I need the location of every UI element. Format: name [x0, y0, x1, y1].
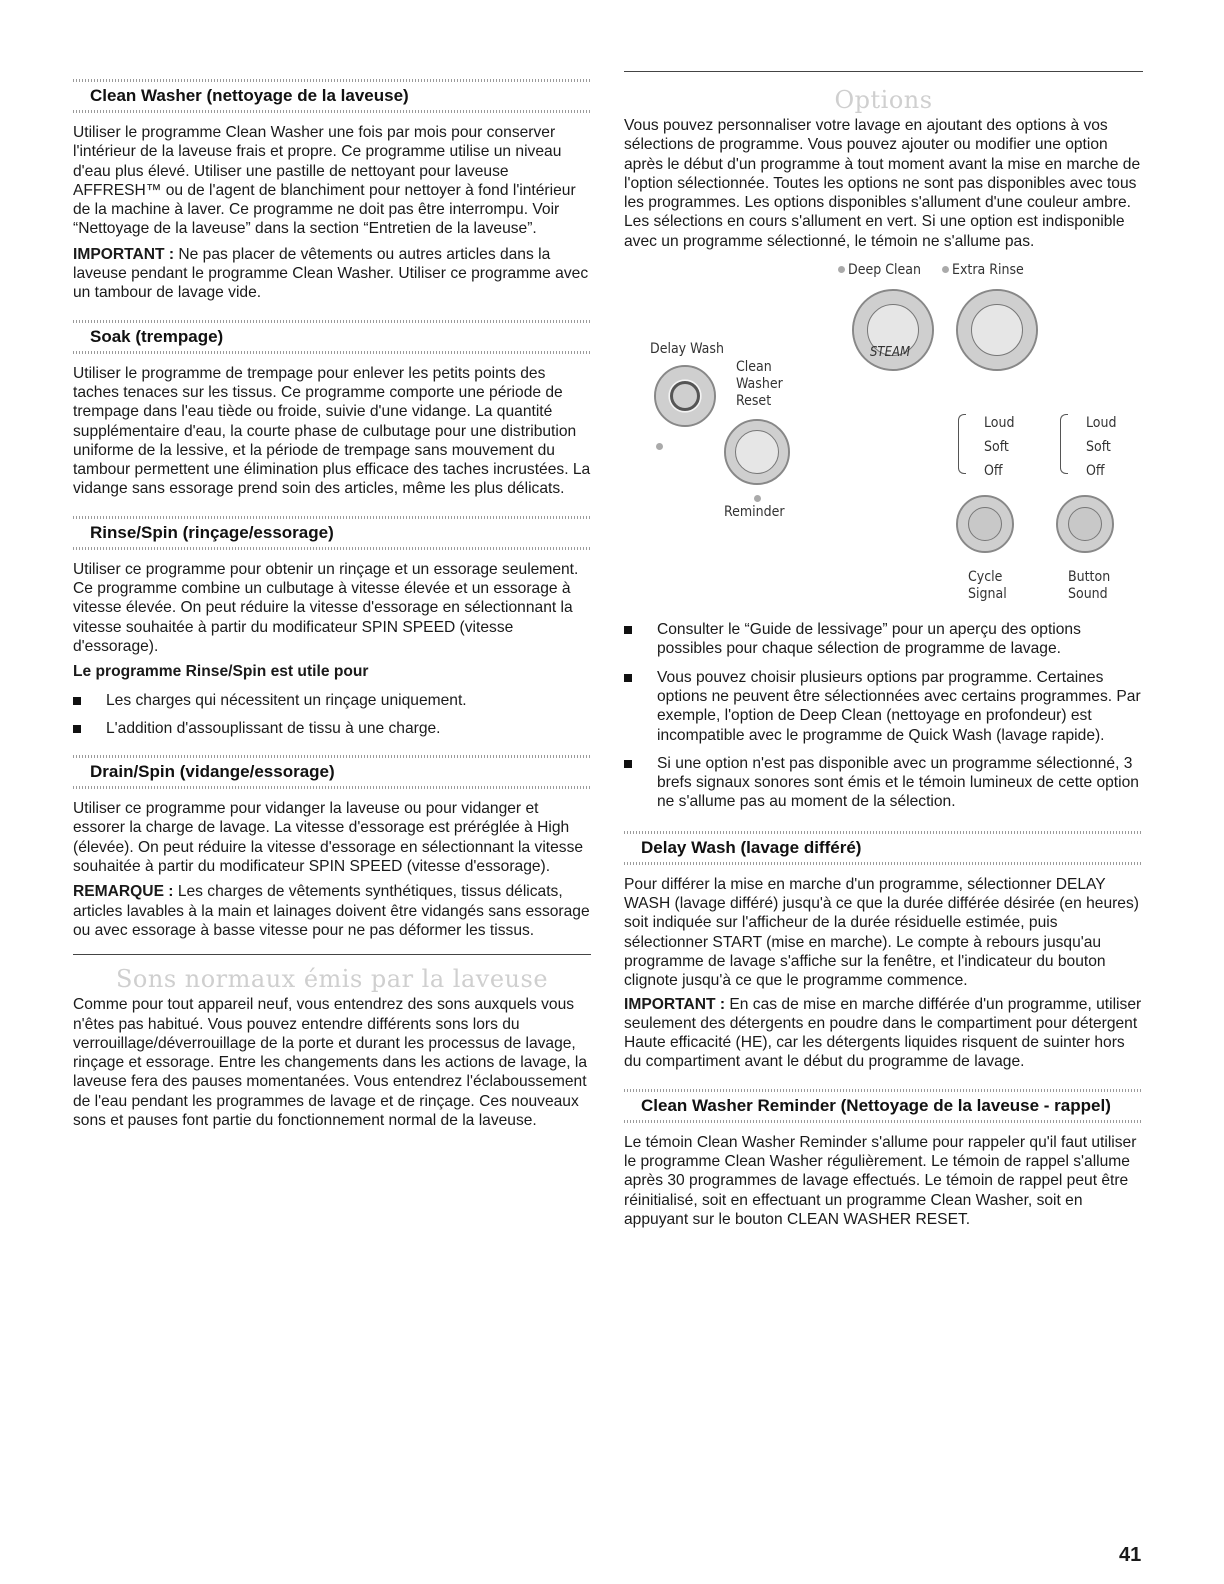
important-label: IMPORTANT :: [624, 995, 726, 1013]
section-clean-washer-reminder: [624, 1084, 1143, 1229]
important-text: Ne pas placer de vêtements ou autres articles dans la laveuse pendant le programme Clean Washer. Utiliser ce programme avec un tambour de lavage vide.: [73, 245, 589, 302]
paragraph: Utiliser ce programme pour obtenir un rinçage et un essorage seulement. Ce programme combine un culbutage à vitesse élevée et un essorage à vitesse élevée. On peut réduire la vitesse d'essorage en sélectionnant la vitesse souhaitée à partir du modificateur SPIN SPEED (vitesse d'essorage).: [73, 560, 579, 655]
button-label: Button: [1068, 569, 1111, 586]
section-title: Sons normaux émis par la laveuse: [115, 965, 549, 994]
button-loud-label: Loud: [1086, 415, 1117, 432]
important-label: IMPORTANT :: [73, 245, 175, 263]
bullet-list: [73, 691, 591, 739]
paragraph: Comme pour tout appareil neuf, vous entendrez des sons auxquels vous n'êtes pas habitué. Vous pouvez entendre différents sons lors du verrouillage/déverrouillage de la porte et durant les processus de lavage, rinçage et essorage. Entre les changements dans les actions de lavage, la laveuse fera des pauses momentanées. Vous entendrez l'éclaboussement de l'eau pendant les programmes de lavage et de rinçage. Ces nouveaux sons et pauses font partie du fonctionnement normal de la laveuse.: [73, 996, 588, 1129]
bracket: [1060, 414, 1068, 474]
divider: [73, 351, 591, 354]
delay-wash-label: Delay Wash: [650, 341, 724, 358]
divider: [73, 547, 591, 550]
divider: [624, 71, 1143, 72]
bracket: [958, 414, 966, 474]
section-title: Delay Wash (lavage différé): [641, 837, 862, 857]
section-title: Clean Washer Reminder (Nettoyage de la laveuse - rappel): [641, 1095, 1111, 1115]
right-column: [624, 0, 1143, 1229]
list-item: Vous pouvez choisir plusieurs options par programme. Certaines options ne peuvent être sélectionnées avec certains programmes. Par exemple, l'option de Deep Clean (nettoyage en profondeur) est incompatible avec le programme de Quick Wash (lavage rapide).: [624, 668, 1143, 745]
subheading: Le programme Rinse/Spin est utile pour: [73, 663, 369, 681]
paragraph: Utiliser le programme Clean Washer une fois par mois pour conserver l'intérieur de la laveuse frais et propre. Ce programme utilise un niveau d'eau plus élevé. Utiliser une pastille de nettoyant pour laveuse AFFRESH™ ou de l'agent de blanchiment pour nettoyer à fond l'intérieur de la machine à laver. Ce programme ne doit pas être interrompu. Voir “Nettoyage de la laveuse” dans la section “Entretien de la laveuse”.: [73, 124, 576, 238]
section-title: Soak (trempage): [90, 326, 224, 346]
important-note: [73, 245, 591, 303]
divider: [624, 862, 1143, 865]
indicator-icon: [656, 443, 663, 450]
section-title: Options: [834, 86, 933, 114]
list-item: L'addition d'assouplissant de tissu à une charge.: [73, 719, 591, 738]
divider: [73, 110, 591, 113]
section-title: Clean Washer (nettoyage de la laveuse): [90, 86, 409, 105]
button-off-label: Off: [1086, 463, 1105, 480]
section-clean-washer: [73, 74, 591, 303]
divider: [73, 786, 591, 789]
paragraph: Utiliser le programme de trempage pour enlever les petits points des taches tenaces sur les tissus. Ce programme comporte une période de trempage dans l'eau tiède ou froide, suivie d'une vidange. La quantité supplémentaire d'eau, la courte phase de culbutage pour une distribution uniforme de la lessive, et la période de trempage sans mouvement du tambour permettent une élimination plus efficace des taches incrustées. La vidange sans essorage prend soin des articles, même les plus délicats.: [73, 364, 591, 498]
reminder-label: Reminder: [724, 504, 785, 521]
extra-rinse-button[interactable]: [956, 289, 1038, 371]
cycle-off-label: Off: [984, 463, 1003, 480]
indicator-icon: [838, 266, 845, 273]
extra-rinse-label: Extra Rinse: [952, 262, 1024, 279]
important-note: [624, 995, 1143, 1072]
sound-label: Sound: [1068, 586, 1108, 603]
remark-text: Les charges de vêtements synthétiques, tissus délicats, articles lavables à la main et lainages doivent être vidangés sans essorage ou avec essorage à basse vitesse pour ne pas déformer les tissus.: [73, 883, 590, 939]
section-soak: [73, 315, 591, 499]
paragraph: Vous pouvez personnaliser votre lavage en ajoutant des options à vos sélections de programme. Vous pouvez ajouter ou modifier une option après le début d'un programme à tout moment avant la mise en marche de l'option sélectionnée. Toutes les options ne sont pas disponibles avec tous les programmes. Les options disponibles s'allument d'une couleur ambre. Les sélections en cours s'allument en vert. Si une option est indisponible avec un programme sélectionné, le témoin ne s'allume pas.: [624, 117, 1141, 250]
cycle-label: Cycle: [968, 569, 1003, 586]
deep-clean-label: Deep Clean: [848, 262, 921, 279]
section-sounds: [73, 954, 591, 1130]
section-title: Drain/Spin (vidange/essorage): [90, 762, 335, 782]
section-rinse-spin: [73, 511, 591, 738]
reminder-indicator-icon: [754, 495, 761, 502]
cycle-soft-label: Soft: [984, 439, 1009, 456]
section-drain-spin: [73, 750, 591, 940]
left-column: [73, 0, 591, 1130]
section-delay-wash: [624, 826, 1143, 1072]
paragraph: Le témoin Clean Washer Reminder s'allume pour rappeler qu'il faut utiliser le programme Clean Washer régulièrement. Le témoin de rappel s'allume après 30 programmes de lavage effectués. Le témoin de rappel peut être réinitialisé, soit en effectuant un programme Clean Washer, soit en appuyant sur le bouton CLEAN WASHER RESET.: [624, 1133, 1137, 1228]
list-item: Si une option n'est pas disponible avec un programme sélectionné, 3 brefs signaux sonores sont émis et le témoin lumineux de cette option ne s'allume pas au moment de la sélection.: [624, 754, 1143, 812]
important-text: En cas de mise en marche différée d'un programme, utiliser seulement des détergents en poudre dans le compartiment pour détergent Haute efficacité (HE), car les détergents liquides risquent de suinter hors du compartiment avant le début du programme de lavage.: [624, 995, 1142, 1071]
signal-label: Signal: [968, 586, 1007, 603]
reset-label: Reset: [736, 393, 772, 410]
button-sound-button[interactable]: [1056, 495, 1114, 553]
divider: [73, 954, 591, 955]
list-item: Les charges qui nécessitent un rinçage uniquement.: [73, 691, 591, 710]
page-number: 41: [1119, 1544, 1142, 1566]
remark-note: [73, 882, 591, 940]
paragraph: Pour différer la mise en marche d'un programme, sélectionner DELAY WASH (lavage différé) jusqu'à ce que la durée différée désirée (en heures) soit indiquée sur l'afficheur de la durée résiduelle estimée, puis sélectionner START (mise en marche). Le compte à rebours jusqu'au programme de lavage s'affiche sur la fenêtre, et l'indicateur du bouton clignote jusqu'à ce que le programme commence.: [624, 875, 1139, 990]
steam-label: STEAM: [870, 345, 911, 361]
washer-label: Washer: [736, 376, 783, 393]
indicator-icon: [942, 266, 949, 273]
clean-label: Clean: [736, 359, 772, 376]
clean-washer-reset-button[interactable]: [654, 365, 716, 427]
cycle-signal-button[interactable]: [956, 495, 1014, 553]
remark-label: REMARQUE :: [73, 883, 174, 901]
control-panel-illustration: [624, 259, 1143, 619]
list-item: Consulter le “Guide de lessivage” pour un aperçu des options possibles pour chaque sélection de programme de lavage.: [624, 620, 1143, 659]
bullet-list: [624, 620, 1143, 812]
section-title: Rinse/Spin (rinçage/essorage): [90, 522, 334, 542]
cycle-loud-label: Loud: [984, 415, 1015, 432]
paragraph: Utiliser ce programme pour vidanger la laveuse ou pour vidanger et essorer la charge de lavage. La vitesse d'essorage est préréglée à High (élevée). On peut réduire la vitesse d'essorage en sélectionnant la vitesse souhaitée à partir du modificateur SPIN SPEED (vitesse d'essorage).: [73, 800, 584, 876]
button-soft-label: Soft: [1086, 439, 1111, 456]
delay-wash-button[interactable]: [724, 419, 790, 485]
divider: [624, 1120, 1143, 1123]
